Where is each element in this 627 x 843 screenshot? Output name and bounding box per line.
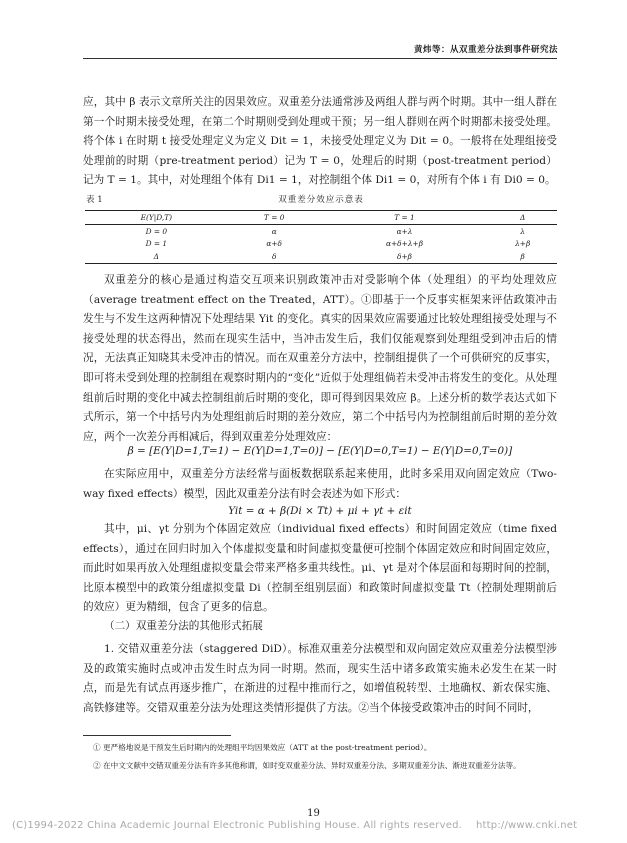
paragraph-6: 1. 交错双重差分法（staggered DiD）。标准双重差分法模型和双向固定效应双重差分法模型涉及的政策实施时点或冲击发生时点为同一时期。然而，现实生活中诸多政策实施未必发生在某一时点，而是先有试点再逐步推广，在渐进的过程中推而行之，如增值税转型、土地确权、新农保实施、高铁修建等。交错双重差分法为处理这类情形提供了方法。②当个体接受政策冲击的时间不同时， [83, 643, 557, 714]
equation-did-effect: β = [E(Y|D=1,T=1) − E(Y|D=1,T=0)] − [E(Y|D=0,T=1) − E(Y|D=0,T=0)] [127, 445, 513, 457]
table-cell: α [271, 226, 277, 236]
table-cell: α+δ+λ+β [386, 239, 423, 249]
cnki-link[interactable]: http://www.cnki.net [476, 820, 578, 831]
paragraph-3: 在实际应用中，双重差分方法经常与面板数据联系起来使用，此时多采用双向固定效应（Two-way fixed effects）模型，因此双重差分法有时会表述为如下形式： [83, 468, 557, 500]
copyright-text: (C)1994-2022 China Academic Journal Electronic Publishing House. All rights reserved. [12, 820, 462, 831]
header-rule [83, 58, 557, 59]
equation-twfe: Yit = α + β(Di × Tt) + μi + γt + εit [228, 505, 412, 517]
table-caption [86, 193, 556, 205]
table-header-cell: Δ [488, 211, 557, 225]
table-row [85, 238, 557, 251]
table-title: 双重差分效应示意表 [278, 195, 364, 205]
table-cell: D = 0 [145, 226, 168, 236]
copyright-footer [12, 820, 591, 831]
page-number: 19 [307, 808, 320, 819]
table-cell: α+δ [266, 239, 282, 249]
table-row [85, 250, 557, 263]
table-cell: δ+β [321, 250, 489, 263]
table-cell: Δ [85, 250, 228, 263]
did-effect-table [85, 210, 557, 264]
table-cell: β [488, 250, 557, 263]
table-header-cell: E(Y|D,T) [85, 211, 228, 225]
table-cell: D = 1 [145, 239, 168, 249]
table-cell: δ [228, 250, 321, 263]
table-cell: λ+β [515, 239, 531, 249]
table-header-row [85, 211, 557, 225]
section-heading: （二）双重差分法的其他形式拓展 [104, 620, 263, 632]
table-cell: α+λ [396, 226, 413, 236]
table-row [85, 225, 557, 238]
running-header: 黄炜等：从双重差分法到事件研究法 [413, 45, 558, 55]
table-cell: λ [520, 226, 525, 236]
footnote-rule [83, 735, 231, 736]
paragraph-2: 双重差分的核心是通过构造交互项来识别政策冲击对受影响个体（处理组）的平均处理效应（average treatment effect on the Treated，ATT）。①即基于一个反事实框架来评估政策冲击发生与不发生这两种情况下处理结果 Yit 的变化。真实的因果效应需要通过比较处理组接受处理与不接受处理的状态得出，然而在现实生活中，当冲击发生后，我们仅能观察到处理组受到冲击后的情况，无法真正知晓其未受冲击的情况。而在双重差分方法中，控制组提供了一个可供研究的反事实，即可将未受到处理的控制组在观察时期内的“变化”近似于处理组倘若未受冲击将发生的变化。从处理组前后时期的变化中减去控制组前后时期的变化，即可得到因果效应 β。上述分析的数学表达式如下式所示，第一个中括号内为处理组前后时期的差分效应，第二个中括号内为控制组前后时期的差分效应，两个一次差分再相减后，得到双重差分处理效应： [83, 274, 557, 443]
table-label: 表 1 [86, 195, 103, 205]
table-header-cell: T = 1 [321, 211, 489, 225]
footnote-2: ② 在中文文献中交错双重差分法有许多其他称谓，如时变双重差分法、异时双重差分法、多期双重差分法、渐进双重差分法等。 [93, 761, 521, 770]
footnote-1: ① 更严格地说是干预发生后时期内的处理组平均因果效应（ATT at the post-treatment period）。 [93, 743, 432, 752]
table-header-cell: T = 0 [228, 211, 321, 225]
paragraph-1: 应，其中 β 表示文章所关注的因果效应。双重差分法通常涉及两组人群与两个时期。其中一组人群在第一个时期未接受处理，在第二个时期则受到处理或干预；另一组人群则在两个时期都未接受处理。将个体 i 在时期 t 接受处理定义为定义 Dit = 1，未接受处理定义为 Dit = 0。一般将在处理组接受处理前的时期（pre-treatment period）记为 T = 0，处理后的时期（post-treatment period）记为 T = 1。其中，对处理组个体有 Di1 = 1，对控制组个体 Di1 = 0，对所有个体 i 有 Di0 = 0。 [83, 96, 557, 187]
paragraph-4: 其中，μi、γt 分别为个体固定效应（individual fixed effects）和时间固定效应（time fixed effects），通过在回归时加入个体虚拟变量和时间虚拟变量便可控制个体固定效应和时间固定效应，而此时如果再放入处理组虚拟变量会带来严格多重共线性。μi、γt 是对个体层面和每期时间的控制，比原本模型中的政策分组虚拟变量 Di（控制至组别层面）和政策时间虚拟变量 Tt（控制处理期前后的效应）更为精细，包含了更多的信息。 [83, 523, 557, 614]
